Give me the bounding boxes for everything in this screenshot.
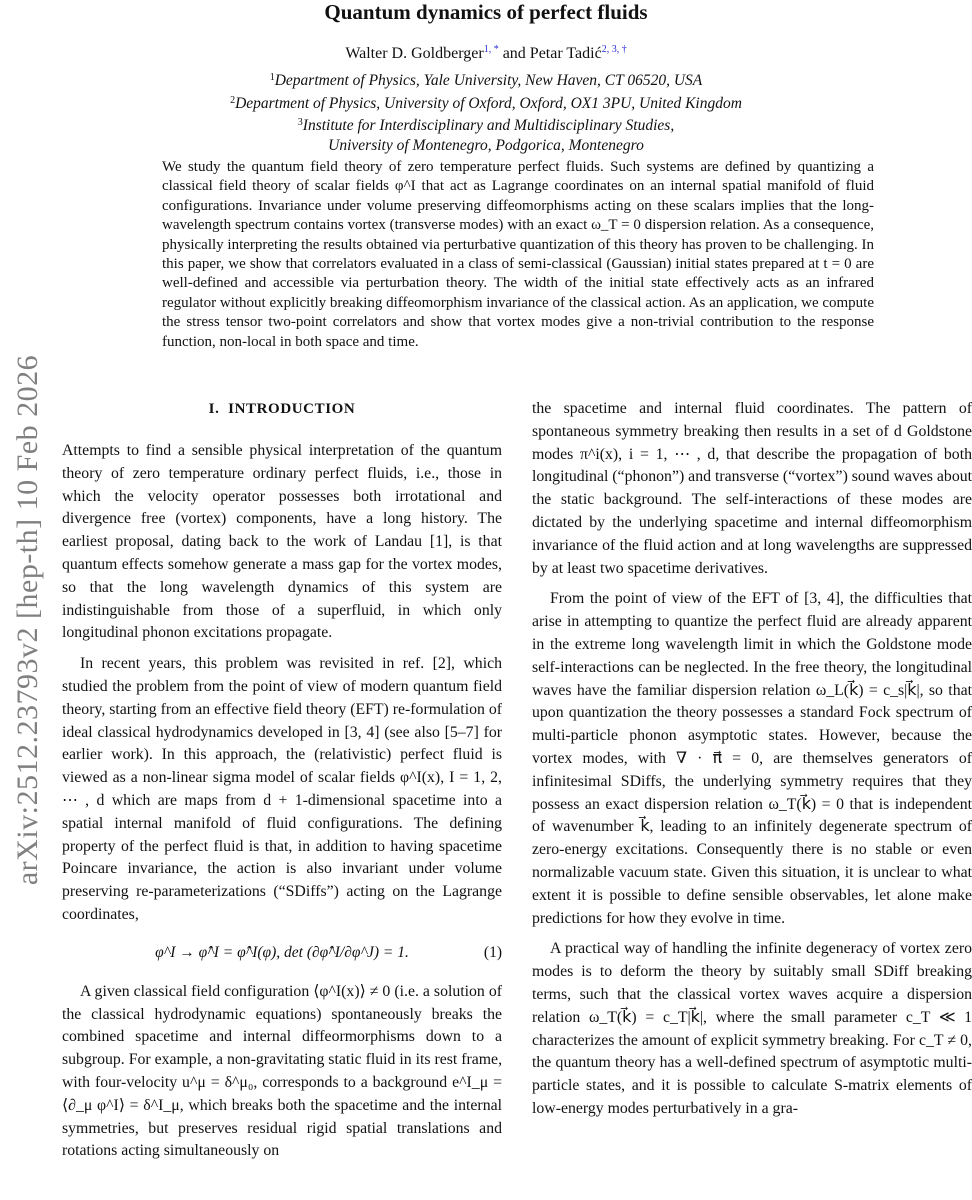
paragraph: Attempts to find a sensible physical interpretation of the quantum theory of zero temperature ordinary perfect fluids, i.e., those in which the velocity operator possesses both irrotational and divergence free (vortex) components, have a long history. The earliest proposal, dating back to the work of Landau [1], is that quantum effects somehow generate a mass gap for the vortex modes, so that the long wavelength dynamics of this system are indistinguishable from those of a superfluid, in which only longitudinal phonon excitations propagate. xyxy=(62,442,502,642)
arxiv-id: arXiv:2512.23793v2 [hep-th] 10 Feb 2026 xyxy=(11,354,45,886)
paragraph: the spacetime and internal fluid coordinates. The pattern of spontaneous symmetry breaking then results in a set of d Goldstone modes π^i(x), i = 1, ⋯ , d, that describe the propagation of both longitudinal (“phonon”) and transverse (“vortex”) sound waves about the static background. The self-interactions of these modes are dictated by the underlying spacetime and internal diffeomorphism invariance of the fluid action and at long wavelengths are suppressed by at least two spacetime derivatives. xyxy=(532,400,972,577)
arxiv-sidebar-stamp xyxy=(0,270,56,970)
affiliations xyxy=(0,68,972,155)
abstract: We study the quantum field theory of zero temperature perfect fluids. Such systems are defined by quantizing a classical field theory of scalar fields φ^I that act as Lagrange coordinates on an internal spatial manifold of fluid configurations. Invariance under volume preserving diffeomorphisms acting on these scalars implies that the long-wavelength spectrum contains vortex (transverse modes) with an exact ω_T = 0 dispersion relation. As a consequence, physically interpreting the results obtained via perturbative quantization of this theory has proven to be challenging. In this paper, we show that correlators evaluated in a class of semi-classical (Gaussian) initial states prepared at t = 0 are well-defined and accessible via perturbation theory. The width of the initial state effectively acts as an infrared regulator without explicitly breaking diffeomorphism invariance of the classical action. As an application, we compute the stress tensor two-point correlators and show that vortex modes give a non-trivial contribution to the response function, non-local in both space and time. xyxy=(162,159,875,350)
equation-number: (1) xyxy=(483,943,502,961)
author-line xyxy=(0,40,972,64)
paragraph: In recent years, this problem was revisited in ref. [2], which studied the problem from the point of view of modern quantum field theory, starting from an effective field theory (EFT) re-formulation of ideal classical hydrodynamics developed in [3, 4] (see also [5–7] for earlier work). In this approach, the (relativistic) perfect fluid is viewed as a non-linear sigma model of scalar fields φ^I(x), I = 1, 2, ⋯ , d which are maps from d + 1-dimensional spacetime into a spatial internal manifold of fluid configurations. The defining property of the perfect fluid is that, in addition to having spacetime Poincare invariance, the action is also invariant under volume preserving re-parameterizations (“SDiffs”) acting on the Lagrange coordinates, xyxy=(62,655,502,923)
section-heading xyxy=(62,398,502,420)
left-column xyxy=(62,398,502,1171)
affiliation-1: $^1$Department of Physics, Yale University, New Haven, CT 06520, USA xyxy=(269,72,703,89)
author-2-name: Petar Tadić xyxy=(529,45,602,62)
paragraph: From the point of view of the EFT of [3, 4], the difficulties that arise in attempting to quantize the perfect fluid are already apparent in the extreme long wavelength limit in which the Goldstone mode self-interactions can be neglected. In the free theory, the longitudinal waves have the familiar dispersion relation ω_L(k⃗) = c_s|k⃗|, so that upon quantization the theory possesses a standard Fock spectrum of multi-particle phonon asymptotic states. However, because the vortex modes, with ∇ · π⃗ = 0, are themselves generators of infinitesimal SDiffs, the underlying symmetry requires that they possess an exact dispersion relation ω_T(k⃗) = 0 that is independent of wavenumber k⃗, leading to an infinitely degenerate spectrum of zero-energy excitations. Consequently there is no stable or even normalizable vacuum state. Given this situation, it is unclear to what extent it is possible to define sensible observables, let alone make predictions for how they evolve in time. xyxy=(532,590,972,927)
author-1-name: Walter D. Goldberger xyxy=(345,45,484,62)
paragraph: A practical way of handling the infinite degeneracy of vortex zero modes is to deform the theory by suitably small SDiff breaking terms, such that the classical vortex waves acquire a dispersion relation ω_T(k⃗) = c_T|k⃗|, where the small parameter c_T ≪ 1 characterizes the amount of explicit symmetry breaking. For c_T ≠ 0, the quantum theory has a well-defined spectrum of asymptotic multi-particle states, and it is possible to calculate S-matrix elements of low-energy modes perturbatively in a gra- xyxy=(532,940,972,1117)
author-conjunction: and xyxy=(502,45,526,62)
right-column xyxy=(532,398,972,1129)
author-2-marks[interactable]: 2, 3, † xyxy=(601,44,627,55)
affiliation-2: $^2$Department of Physics, University of Oxford, Oxford, OX1 3PU, United Kingdom xyxy=(230,94,742,112)
paragraph: A given classical field configuration ⟨φ^I(x)⟩ ≠ 0 (i.e. a solution of the classical hydrodynamic equations) spontaneously breaks the combined spacetime and internal diffeormorphisms down to a subgroup. For example, a non-gravitating static fluid in its rest frame, with four-velocity u^μ = δ^μ₀, corresponds to a background e^I_μ = ⟨∂_μ φ^I⟩ = δ^I_μ, which breaks both the spacetime and the internal symmetries, but preserves residual rigid spatial translations and rotations acting simultaneously on xyxy=(62,982,503,1160)
affiliation-3: $^3$Institute for Interdisciplinary and Multidisciplinary Studies, xyxy=(297,117,675,134)
section-title: INTRODUCTION xyxy=(228,401,356,417)
paper-title: Quantum dynamics of perfect fluids xyxy=(324,0,648,24)
affiliation-3-continued: University of Montenegro, Podgorica, Montenegro xyxy=(328,136,644,154)
author-1-marks[interactable]: 1, * xyxy=(483,44,499,55)
equation-1 xyxy=(62,935,502,971)
equation-body: φ^I → φ̂^I = φ̂^I(φ), det (∂φ̂^I/∂φ^J) = 1. xyxy=(155,943,409,961)
section-number: I. xyxy=(208,401,220,417)
